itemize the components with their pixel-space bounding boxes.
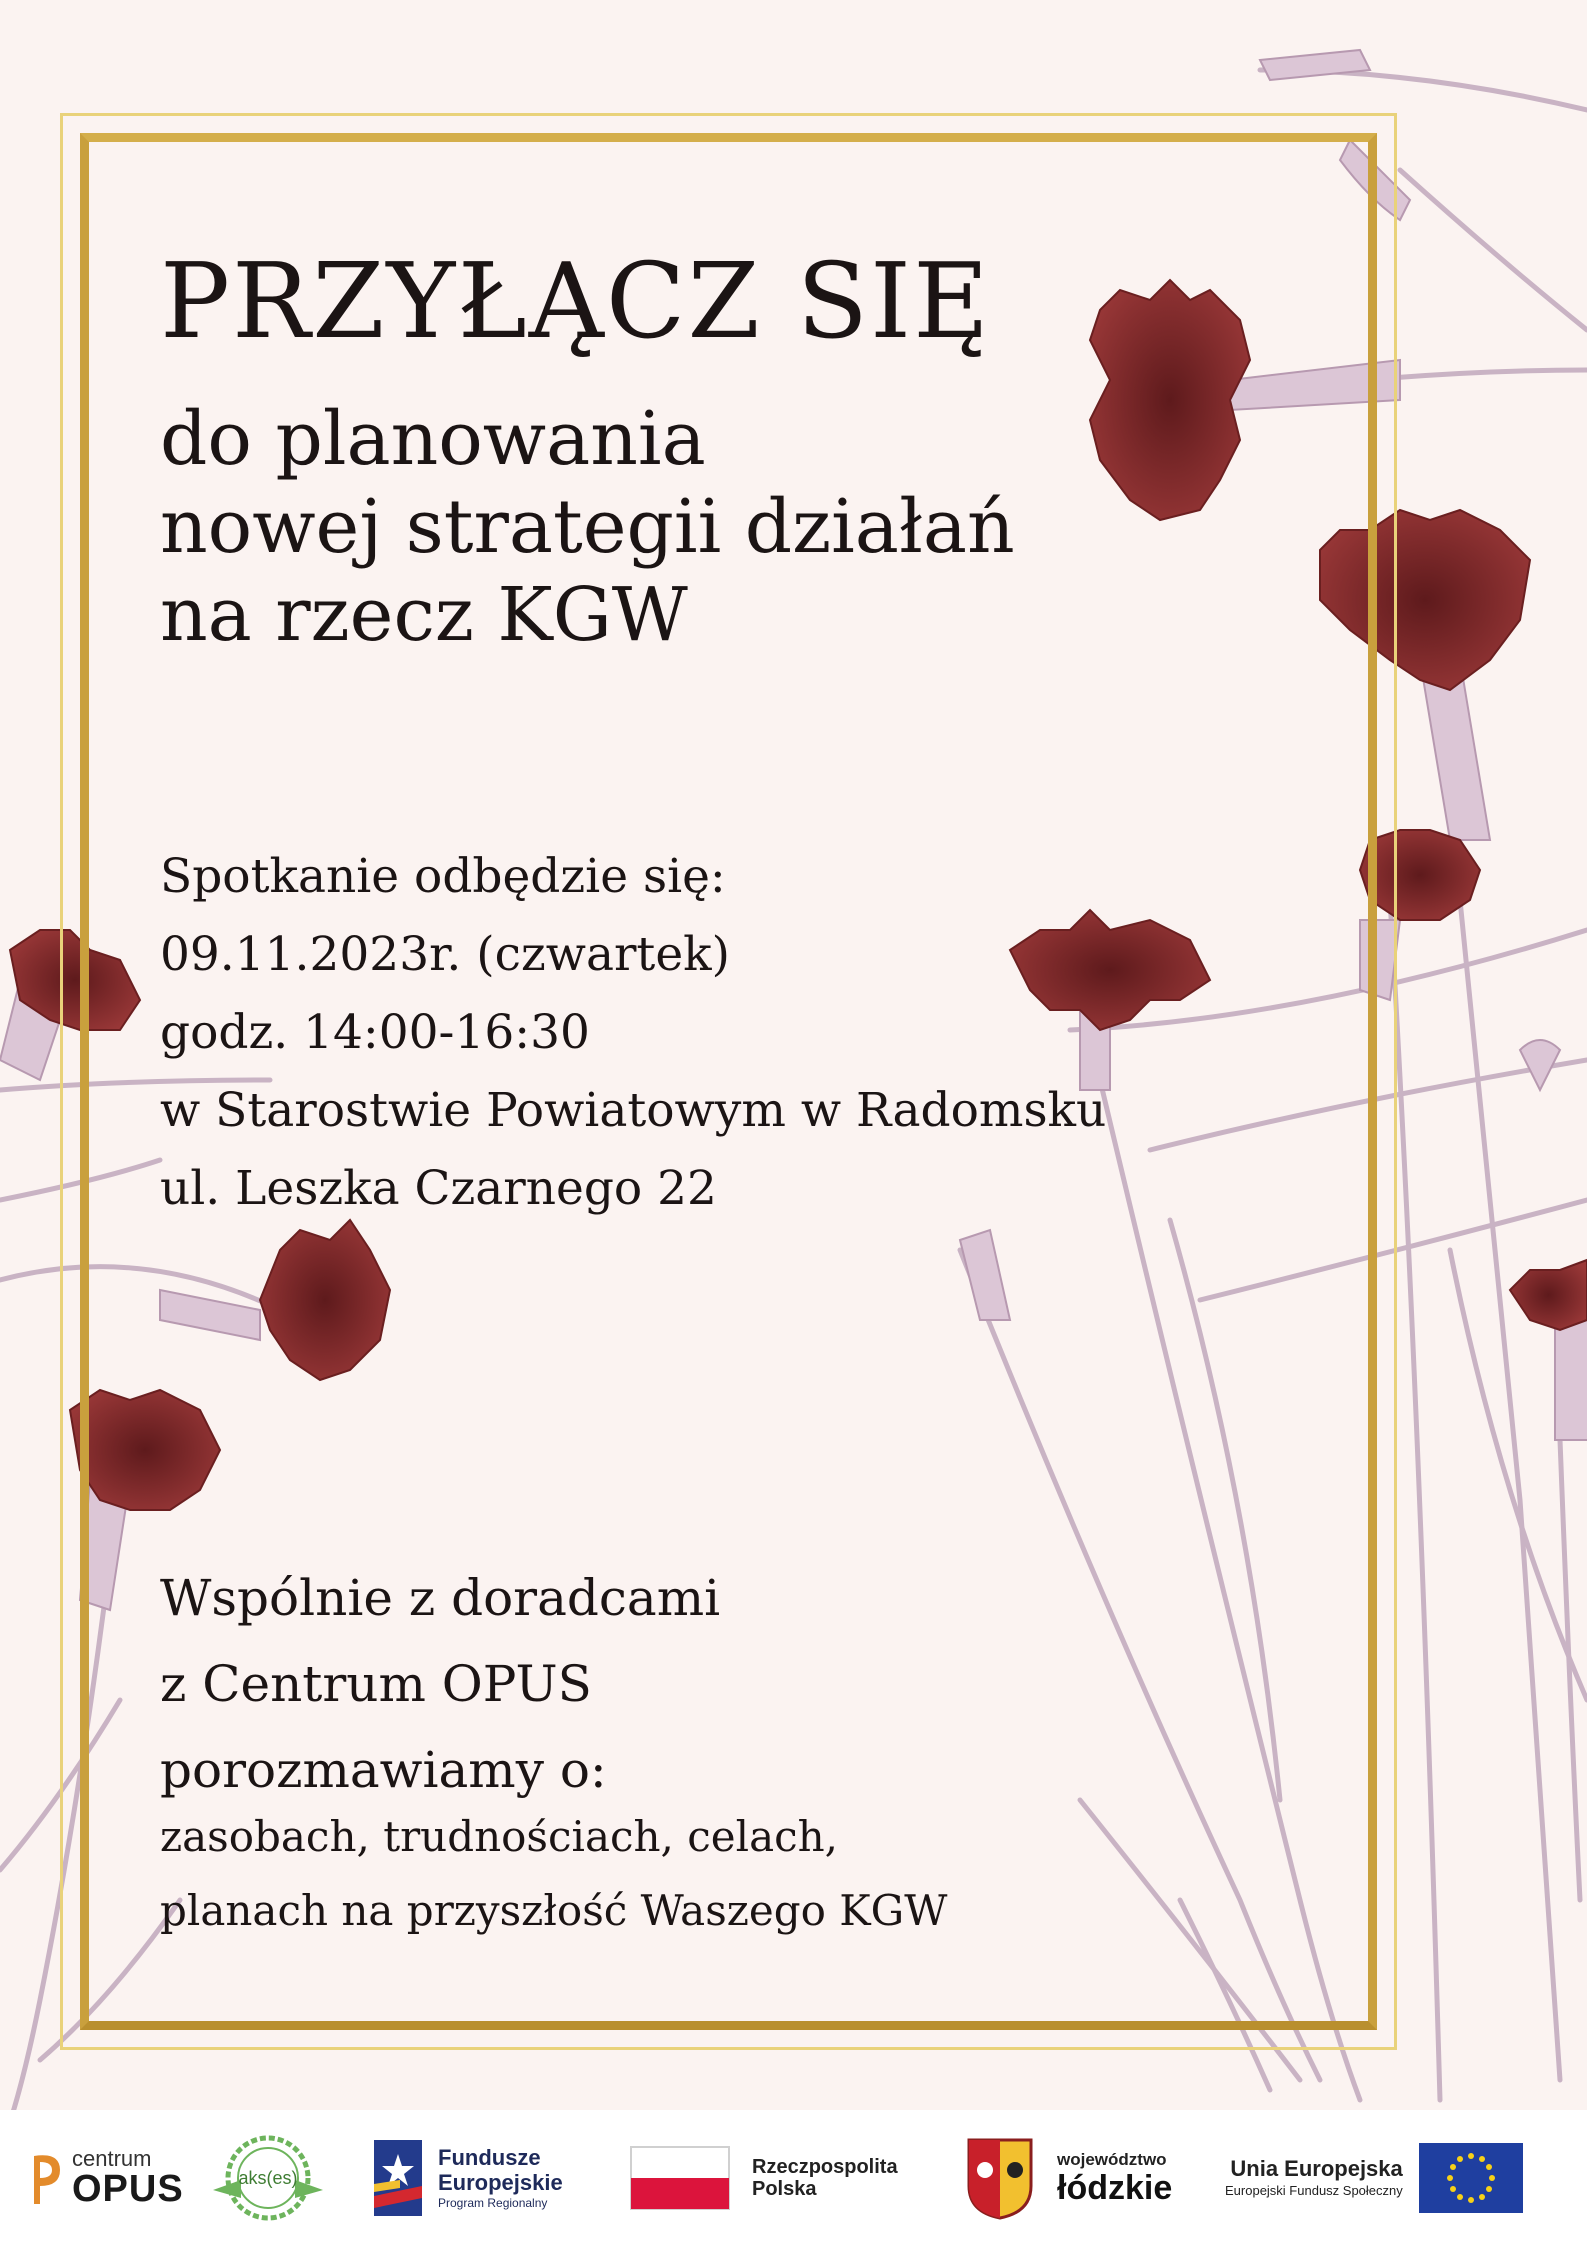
eu-flag-icon <box>1419 2143 1523 2213</box>
subtitle <box>160 395 1015 659</box>
meeting-details <box>160 838 1106 1228</box>
opus-small-text: centrum <box>72 2145 152 2171</box>
meeting-date: 09.11.2023r. (czwartek) <box>160 927 730 982</box>
subtitle-line: do planowania <box>160 396 706 482</box>
fe-line1: Fundusze <box>438 2144 541 2170</box>
opus-big-text: OPUS <box>72 2167 184 2210</box>
together-line: z Centrum OPUS <box>160 1655 592 1713</box>
rp-line2: Polska <box>752 2177 817 2200</box>
ue-line1: Unia Europejska <box>1230 2155 1403 2181</box>
fe-line2: Europejskie <box>438 2169 563 2195</box>
meeting-address: ul. Leszka Czarnego 22 <box>160 1161 717 1216</box>
subtitle-line: nowej strategii działań <box>160 484 1015 570</box>
topics-line: planach na przyszłość Waszego KGW <box>160 1886 948 1935</box>
unia-europejska-logo <box>1225 2110 1523 2245</box>
opus-logo <box>30 2110 184 2245</box>
lodz-line1: województwo <box>1057 2149 1167 2169</box>
akses-logo <box>205 2110 331 2245</box>
topics-text <box>160 1800 947 1948</box>
rzeczpospolita-logo <box>630 2110 898 2245</box>
polish-flag-icon <box>630 2146 730 2210</box>
akses-seal-icon <box>205 2128 331 2228</box>
meeting-heading: Spotkanie odbędzie się: <box>160 849 726 904</box>
lodz-line2: łódzkie <box>1057 2168 1173 2207</box>
together-text <box>160 1555 720 1813</box>
subtitle-line: na rzecz KGW <box>160 572 688 658</box>
akses-text: aks(es) <box>238 2167 298 2188</box>
lodzkie-logo <box>965 2110 1172 2245</box>
meeting-time: godz. 14:00-16:30 <box>160 1005 590 1060</box>
ue-line2: Europejski Fundusz Społeczny <box>1225 2182 1403 2198</box>
meeting-venue: w Starostwie Powiatowym w Radomsku <box>160 1083 1107 1138</box>
fundusze-europejskie-logo <box>370 2110 563 2245</box>
fe-star-flag-icon <box>370 2136 426 2220</box>
fe-line3: Program Regionalny <box>438 2195 548 2210</box>
logo-bar <box>0 2110 1587 2245</box>
rp-line1: Rzeczpospolita <box>752 2155 898 2178</box>
page-title: PRZYŁĄCZ SIĘ <box>160 240 992 362</box>
topics-line: zasobach, trudnościach, celach, <box>160 1812 839 1861</box>
opus-logo-icon <box>30 2148 66 2208</box>
lodz-coat-of-arms-icon <box>965 2136 1035 2220</box>
together-line: porozmawiamy o: <box>160 1741 607 1799</box>
together-line: Wspólnie z doradcami <box>160 1569 721 1627</box>
